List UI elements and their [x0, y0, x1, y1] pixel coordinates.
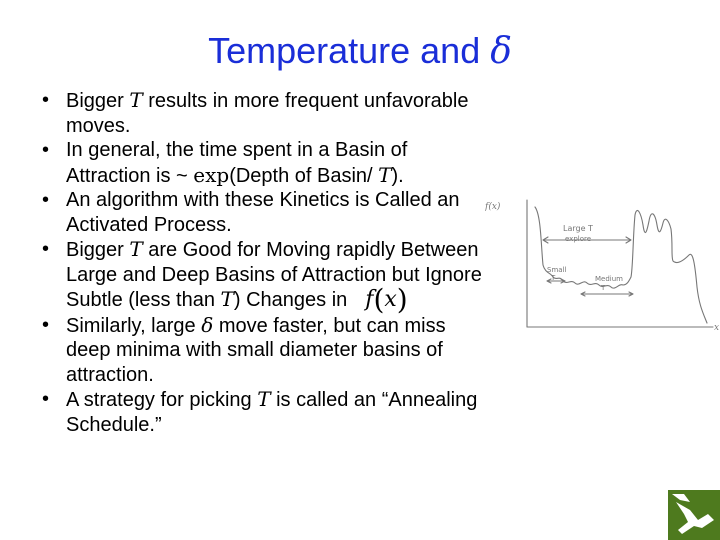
small-label: Small	[547, 266, 567, 274]
large-label-2: explore	[565, 235, 592, 243]
landscape-curve	[535, 207, 707, 323]
math-T: T	[220, 287, 234, 311]
medium-label-2: T	[601, 284, 606, 292]
small-label-2: T	[551, 274, 556, 282]
medium-label: Medium	[595, 275, 623, 283]
math-delta: δ	[201, 312, 214, 337]
x-axis-label: x	[714, 323, 720, 333]
bullet-item: • A strategy for picking T is called an “Annealing Schedule.”	[40, 387, 490, 437]
bullet-item: • Similarly, large δ move faster, but can miss deep minima with small diameter basins of attraction.	[40, 313, 490, 388]
bullet-list	[40, 88, 490, 437]
slide-title	[0, 30, 720, 72]
large-label: Large T	[563, 224, 593, 233]
small-arrow	[547, 279, 565, 283]
bullet-item: • Bigger T results in more frequent unfavorable moves.	[40, 88, 490, 138]
medium-arrow	[581, 292, 633, 296]
math-T: T	[257, 387, 271, 411]
y-axis-label: f(x)	[485, 202, 501, 212]
math-f-of-x: f(x)	[365, 283, 408, 316]
university-logo-icon	[668, 490, 720, 540]
math-T: T	[378, 162, 392, 187]
math-T: T	[129, 88, 143, 112]
math-exp: exp	[193, 162, 230, 187]
bullet-item: • In general, the time spent in a Basin of Attraction is ~ exp(Depth of Basin/ T).	[40, 138, 490, 188]
bullet-item: • An algorithm with these Kinetics is Called an Activated Process.	[40, 188, 490, 237]
bullet-item: • Bigger T are Good for Moving rapidly Between Large and Deep Basins of Attraction but Ignore Subtle (less than T) Changes in f(x)	[40, 237, 490, 313]
math-T: T	[129, 237, 143, 261]
energy-landscape-sketch	[485, 195, 720, 345]
delta-symbol: δ	[490, 31, 512, 72]
title-text: Temperature and	[208, 30, 481, 71]
